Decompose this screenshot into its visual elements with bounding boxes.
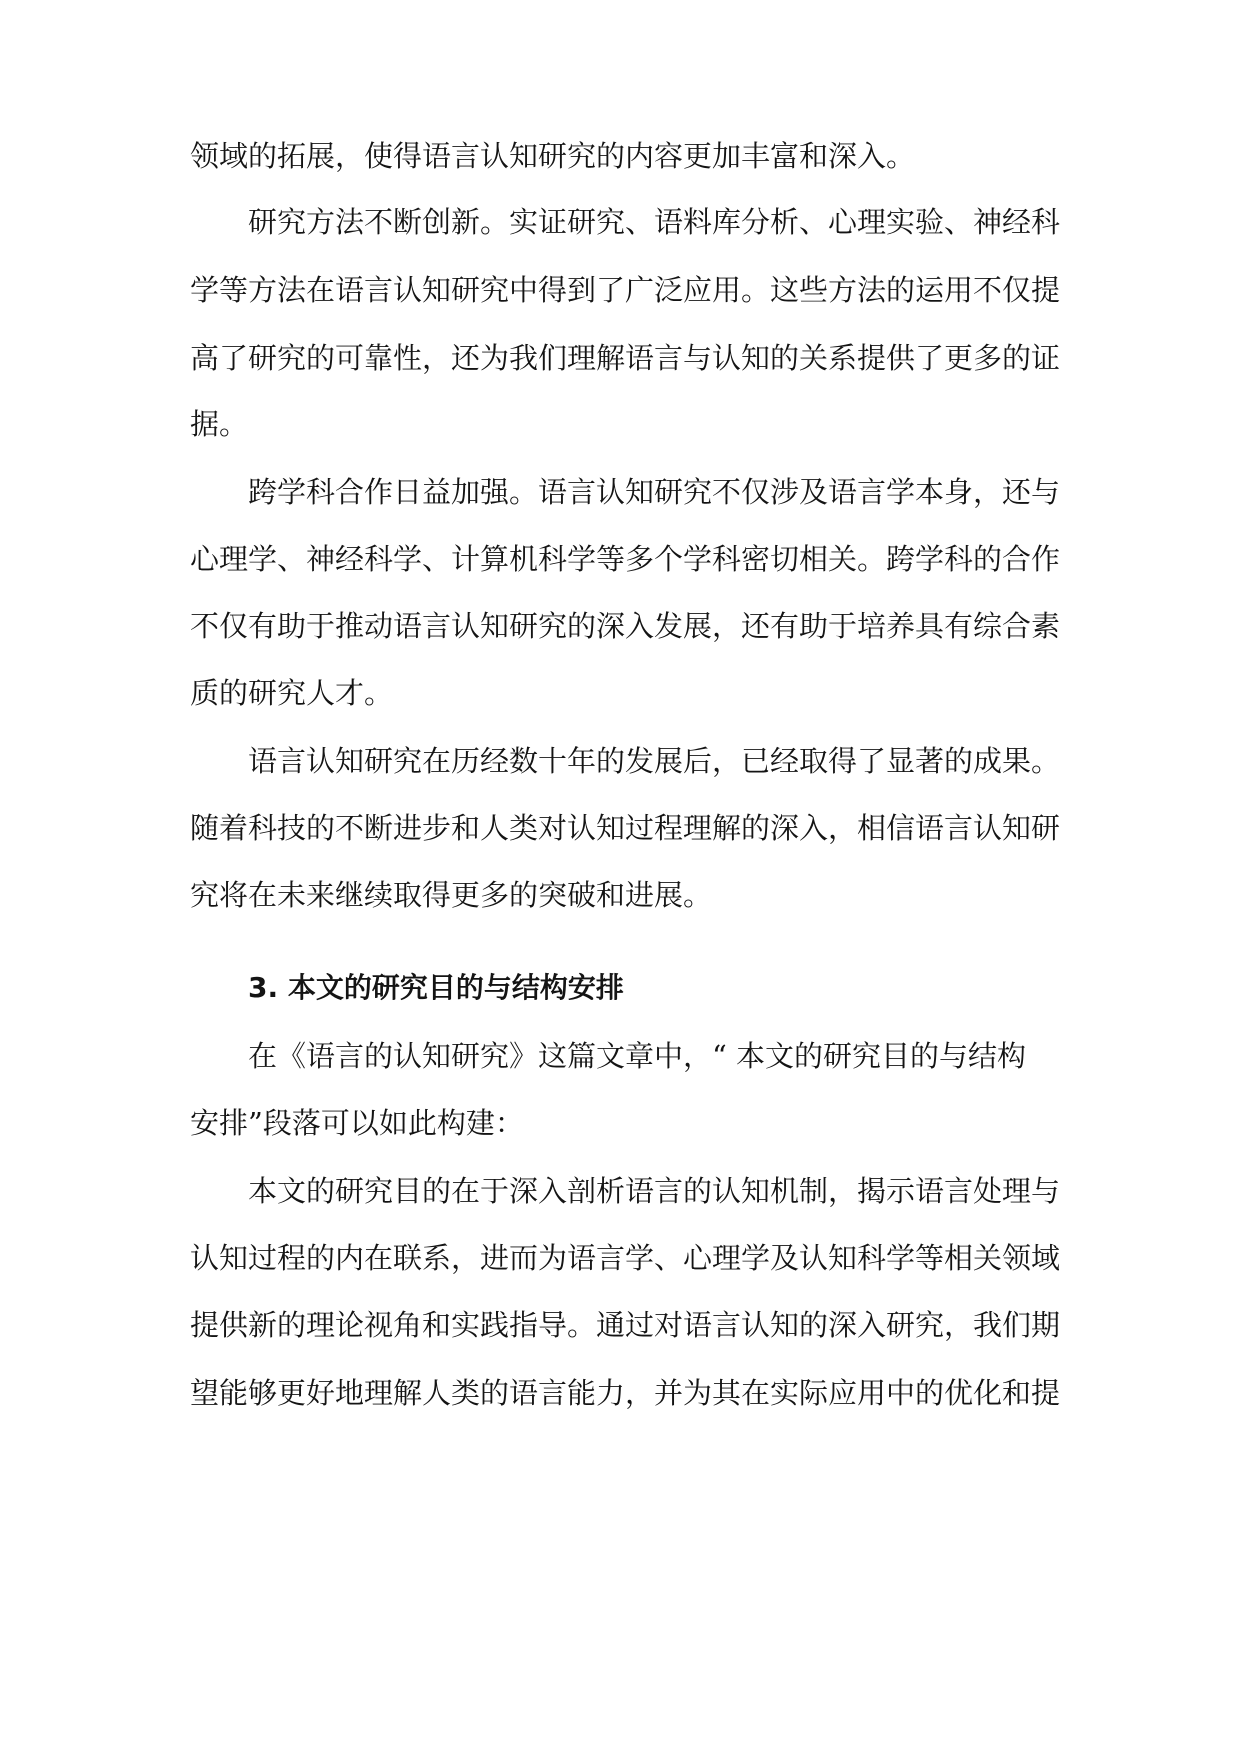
paragraph-line: 学等方法在语言认知研究中得到了广泛应用。这些方法的运用不仅提 <box>190 273 1061 307</box>
paragraph-line: 心理学、神经科学、计算机科学等多个学科密切相关。跨学科的合作 <box>190 542 1061 576</box>
paragraph-line: 质的研究人才。 <box>190 676 394 710</box>
paragraph-line: 研究方法不断创新。实证研究、语料库分析、心理实验、神经科 <box>248 205 1061 239</box>
paragraph-line: 究将在未来继续取得更多的突破和进展。 <box>190 878 713 912</box>
paragraph-line: 提供新的理论视角和实践指导。通过对语言认知的深入研究，我们期 <box>190 1308 1061 1342</box>
paragraph-line: 认知过程的内在联系，进而为语言学、心理学及认知科学等相关领域 <box>190 1241 1061 1275</box>
paragraph-line: 跨学科合作日益加强。语言认知研究不仅涉及语言学本身，还与 <box>248 475 1061 509</box>
paragraph-line: 在《语言的认知研究》这篇文章中，“ 本文的研究目的与结构 <box>248 1039 1027 1073</box>
paragraph-line: 望能够更好地理解人类的语言能力，并为其在实际应用中的优化和提 <box>190 1376 1061 1410</box>
paragraph-line: 领域的拓展，使得语言认知研究的内容更加丰富和深入。 <box>190 139 916 173</box>
paragraph-line: 据。 <box>190 407 249 441</box>
paragraph-line: 不仅有助于推动语言认知研究的深入发展，还有助于培养具有综合素 <box>190 609 1061 643</box>
paragraph-line: 高了研究的可靠性，还为我们理解语言与认知的关系提供了更多的证 <box>190 341 1061 375</box>
section-heading: 3. 本文的研究目的与结构安排 <box>248 971 624 1004</box>
paragraph-line: 本文的研究目的在于深入剖析语言的认知机制，揭示语言处理与 <box>248 1174 1061 1208</box>
paragraph-line: 安排”段落可以如此构建： <box>190 1106 524 1140</box>
paragraph-line: 语言认知研究在历经数十年的发展后，已经取得了显著的成果。 <box>248 744 1061 778</box>
paragraph-line: 随着科技的不断进步和人类对认知过程理解的深入，相信语言认知研 <box>190 811 1061 845</box>
